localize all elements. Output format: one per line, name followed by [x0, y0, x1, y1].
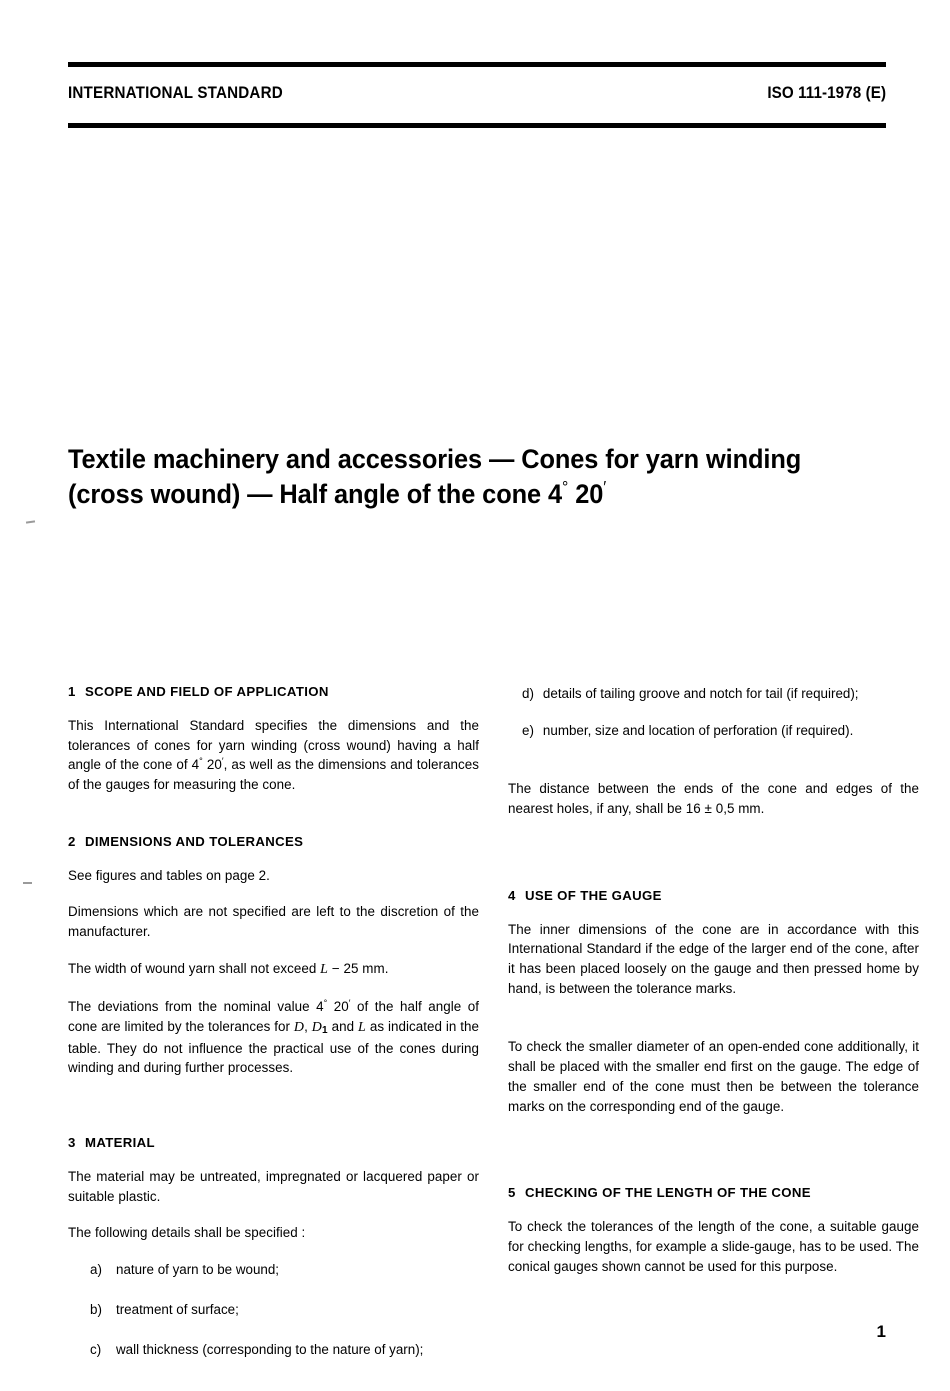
- list-item: [68, 1340, 479, 1360]
- section-heading-4: [508, 888, 919, 904]
- list-item-text: treatment of surface;: [116, 1301, 239, 1317]
- section-heading-2: [68, 834, 479, 850]
- section-number-2: 2: [68, 833, 76, 849]
- section-3-paragraph-1: The material may be untreated, impregnated or lacquered paper or suitable plastic.: [68, 1168, 479, 1204]
- list-item: [68, 1300, 479, 1320]
- header-standard-label: INTERNATIONAL STANDARD: [68, 84, 283, 102]
- s1-p1-part3: , as well as the dimensions and tolerances of the gauges for measuring the cone.: [68, 757, 479, 792]
- spacer: [508, 836, 919, 888]
- header-rule-top: [68, 62, 886, 67]
- margin-tick-mark: [26, 520, 35, 523]
- title-angle-minutes-value: 20: [575, 478, 604, 509]
- header-rule-bottom: [68, 123, 886, 128]
- list-item-label: b): [90, 1301, 102, 1317]
- section-number-5: 5: [508, 1185, 516, 1201]
- spacer: [508, 757, 919, 779]
- section-4-paragraph-2: To check the smaller diameter of an open-ended cone additionally, it shall be placed with the smaller end first on the gauge. The edge of the smaller end of the cone must then be between the tolerance marks on the corresponding end of the gauge.: [508, 1039, 919, 1114]
- degree-symbol-icon: °: [562, 477, 569, 497]
- list-item-text: details of tailing groove and notch for tail (if required);: [542, 686, 859, 701]
- margin-tick-mark: [23, 882, 32, 884]
- spacer: [508, 1015, 919, 1037]
- list-item-text: wall thickness (corresponding to the nature of yarn);: [116, 1341, 424, 1357]
- s2-p4-part4: ,: [304, 1018, 312, 1034]
- list-item-label: e): [522, 722, 534, 738]
- degree-symbol-icon: °: [323, 998, 328, 1009]
- section-title-3: MATERIAL: [85, 1135, 155, 1151]
- list-item: [508, 721, 919, 741]
- section-title-2: DIMENSIONS AND TOLERANCES: [85, 833, 304, 849]
- degree-symbol-icon: °: [199, 756, 203, 767]
- left-column: [68, 684, 479, 1379]
- s2-p4-part3: of the half angle of cone are limited by the tolerances for: [68, 999, 479, 1034]
- section-title-5: CHECKING OF THE LENGTH OF THE CONE: [525, 1185, 811, 1201]
- list-item-label: d): [522, 686, 534, 701]
- s1-p1-part1: This International Standard specifies the dimensions and the tolerances of cones for yarn winding (cross wound) having a half angle of the cone of 4: [68, 717, 479, 773]
- spacer: [68, 1095, 479, 1135]
- section-title-4: USE OF THE GAUGE: [525, 887, 662, 903]
- section-heading-5: [508, 1185, 919, 1201]
- section-3-paragraph-2: The following details shall be specified :: [68, 1225, 306, 1241]
- minute-symbol-icon: ′: [348, 998, 351, 1009]
- title-angle-spacer: [568, 479, 575, 509]
- header-standard-number: ISO 111-1978 (E): [767, 84, 886, 102]
- title-line-1: Textile machinery and accessories — Cones for yarn winding: [68, 444, 802, 475]
- s2-p3-part2: − 25 mm.: [328, 960, 389, 976]
- s2-p4-part6: as indicated in the table. They do not influence the practical use of the cones during winding and during further processes.: [68, 1018, 479, 1076]
- list-item: [508, 684, 919, 704]
- section-5-paragraph-1: To check the tolerances of the length of the cone, a suitable gauge for checking lengths, for example a slide-gauge, has to be used. The conical gauges shown cannot be used for this purpose.: [508, 1219, 919, 1274]
- variable-D1: [312, 1020, 328, 1035]
- page-number: 1: [876, 1322, 886, 1341]
- variable-D1-base: D: [311, 1019, 323, 1035]
- section-heading-1: [68, 684, 479, 700]
- title-line-2-prefix: (cross wound) — Half angle of the cone: [68, 478, 549, 509]
- section-2-paragraph-2: Dimensions which are not specified are left to the discretion of the manufacturer.: [68, 904, 479, 939]
- section-3-paragraph-3: The distance between the ends of the cone and edges of the nearest holes, if any, shall be 16 ± 0,5 mm.: [508, 781, 919, 817]
- variable-L: L: [358, 1019, 366, 1035]
- list-item-label: c): [90, 1341, 102, 1357]
- minute-symbol-icon: ′: [221, 756, 224, 767]
- list-item-text: number, size and location of perforation (if required).: [542, 722, 854, 738]
- s2-p3-part1: The width of wound yarn shall not exceed: [68, 960, 321, 976]
- variable-L: L: [320, 961, 329, 977]
- spacer: [68, 812, 479, 834]
- s2-p4-part1: The deviations from the nominal value 4: [68, 999, 324, 1015]
- section-2-paragraph-3: [68, 959, 479, 980]
- page-title: [68, 442, 848, 511]
- section-number-4: 4: [508, 887, 516, 903]
- document-header: [68, 84, 886, 103]
- list-item-text: nature of yarn to be wound;: [116, 1262, 280, 1278]
- section-2-paragraph-1: See figures and tables on page 2.: [68, 867, 270, 883]
- title-angle-degrees-value: 4: [548, 478, 563, 509]
- list-item-label: a): [90, 1262, 102, 1278]
- section-title-1: SCOPE AND FIELD OF APPLICATION: [85, 684, 329, 699]
- s2-p4-part2: 20: [333, 999, 349, 1015]
- s1-p1-part2: 20: [206, 757, 222, 773]
- s2-p4-part5: and: [327, 1018, 359, 1034]
- right-column: [508, 684, 919, 1276]
- section-1-paragraph-1: [68, 716, 479, 795]
- section-heading-3: [68, 1135, 479, 1151]
- section-2-paragraph-4: [68, 997, 479, 1078]
- variable-D1-subscript: 1: [322, 1025, 328, 1036]
- section-number-1: 1: [68, 684, 76, 699]
- section-number-3: 3: [68, 1135, 76, 1151]
- section-4-paragraph-1: The inner dimensions of the cone are in accordance with this International Standard if the edge of the larger end of the cone, after it has been placed loosely on the gauge and then pressed home by hand, is between the tolerance marks.: [508, 921, 919, 996]
- spacer: [508, 1133, 919, 1185]
- minute-symbol-icon: ′: [603, 477, 607, 497]
- list-item: [68, 1260, 479, 1280]
- variable-D: D: [293, 1019, 305, 1035]
